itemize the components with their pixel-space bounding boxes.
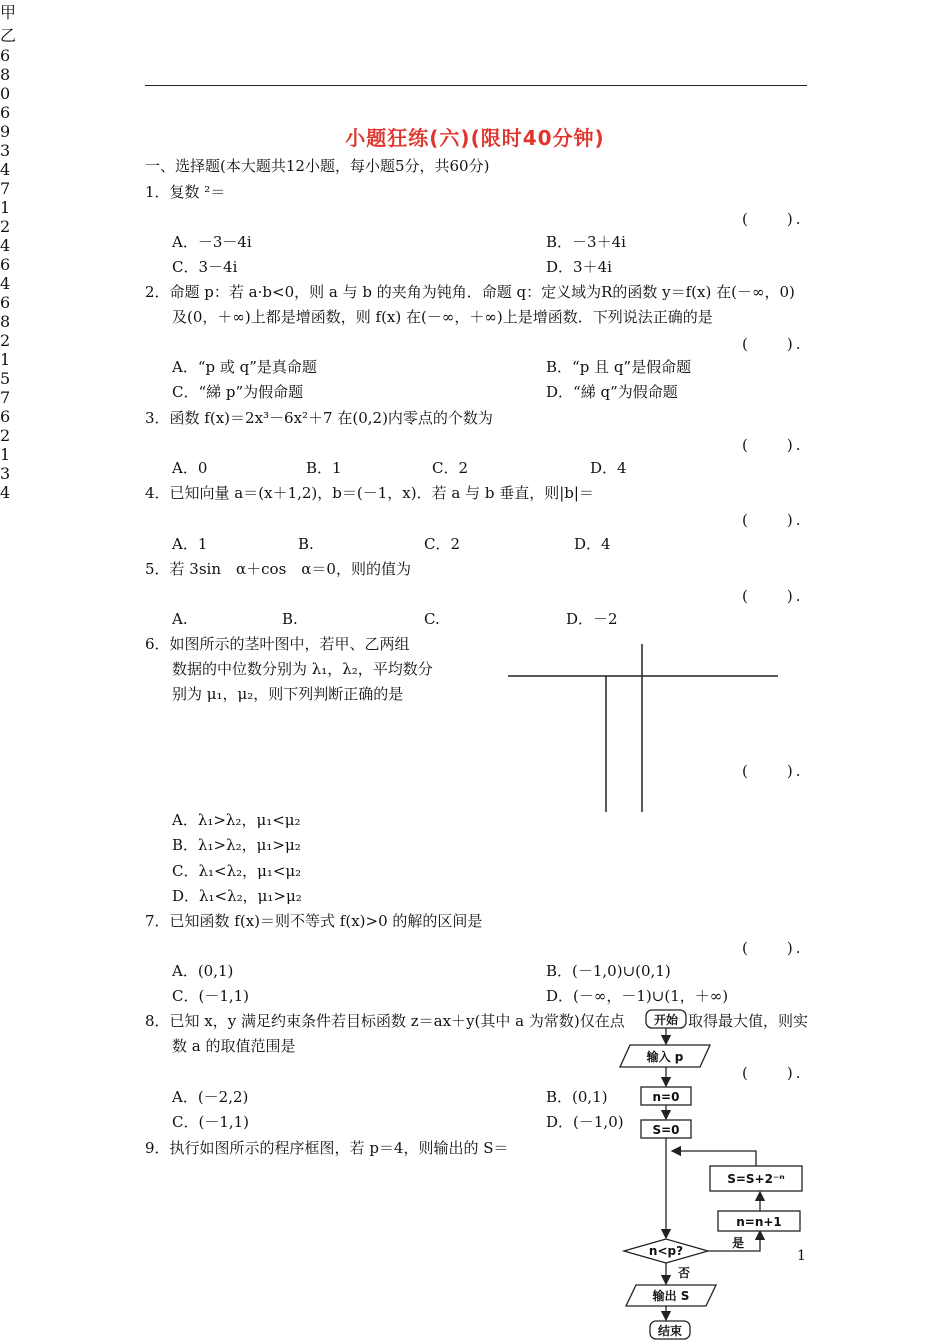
stem-leaf-leaf: 4	[0, 160, 11, 179]
q2-option-c: C．“綈 p”为假命题	[172, 383, 304, 401]
stem-leaf-leaf: 8	[0, 312, 11, 331]
q1-option-b: B．－3＋4i	[546, 233, 626, 251]
q5-stem: 5．若 3sin α＋cos α＝0，则的值为	[145, 560, 411, 578]
q1-option-c: C．3－4i	[172, 258, 238, 276]
q8-option-d: D．(－1,0)	[546, 1113, 624, 1131]
q8-option-b: B．(0,1)	[546, 1088, 608, 1106]
q8-blank: ( ).	[742, 1064, 804, 1082]
q1-blank: ( ).	[742, 210, 804, 228]
q3-option-c: C．2	[432, 459, 469, 477]
stem-leaf-leaf: 7	[0, 179, 11, 198]
q6-stem-line3: 别为 μ₁，μ₂，则下列判断正确的是	[172, 685, 404, 703]
q8-stem-line1-end: 取得最大值，则实	[688, 1012, 809, 1030]
flowchart-s-init-label: S=0	[652, 1123, 680, 1137]
q3-blank: ( ).	[742, 436, 804, 454]
section-heading: 一、选择题(本大题共12小题，每小题5分，共60分)	[145, 157, 490, 175]
stem-leaf-leaf: 3	[0, 141, 11, 160]
stem-leaf-leaf: 1	[0, 350, 11, 369]
q6-option-a: A．λ₁>λ₂，μ₁<μ₂	[172, 811, 301, 829]
flowchart-update-n-label: n=n+1	[736, 1215, 782, 1229]
q3-option-d: D．4	[590, 459, 627, 477]
q1-option-a: A．－3－4i	[172, 233, 252, 251]
q4-option-a: A．1	[172, 535, 208, 553]
q3-option-a: A．0	[172, 459, 208, 477]
q4-option-d: D．4	[574, 535, 611, 553]
q9-stem: 9．执行如图所示的程序框图，若 p＝4，则输出的 S＝	[145, 1139, 509, 1157]
flowchart-condition-label: n<p?	[648, 1244, 684, 1258]
stem-leaf-head-right: 乙	[0, 26, 17, 45]
q4-option-b: B.	[298, 535, 314, 553]
stem-leaf-stem: 0	[0, 84, 11, 103]
flowchart-no-label: 否	[678, 1266, 691, 1280]
q2-option-b: B．“p 且 q”是假命题	[546, 358, 692, 376]
q8-stem-line1: 8．已知 x，y 满足约束条件若目标函数 z＝ax＋y(其中 a 为常数)仅在点	[145, 1012, 625, 1030]
q7-option-b: B．(－1,0)∪(0,1)	[546, 962, 671, 980]
q5-option-c: C.	[424, 610, 440, 628]
stem-leaf-leaf: 4	[0, 236, 11, 255]
q5-option-a: A.	[172, 610, 188, 628]
stem-leaf-leaf: 4	[0, 274, 11, 293]
q8-option-c: C．(－1,1)	[172, 1113, 250, 1131]
stem-leaf-leaf: 8	[0, 65, 11, 84]
q5-option-b: B.	[282, 610, 298, 628]
q7-blank: ( ).	[742, 939, 804, 957]
q7-option-a: A．(0,1)	[172, 962, 234, 980]
page-number: 1	[797, 1248, 806, 1264]
flowchart-start-label: 开始	[653, 1013, 679, 1027]
stem-leaf-leaf: 6	[0, 407, 11, 426]
q5-blank: ( ).	[742, 587, 804, 605]
stem-leaf-leaf: 9	[0, 122, 11, 141]
q8-stem-line2: 数 a 的取值范围是	[172, 1037, 296, 1055]
flowchart-end-label: 结束	[657, 1324, 683, 1338]
q1-option-d: D．3＋4i	[546, 258, 612, 276]
stem-leaf-leaf: 4	[0, 483, 11, 502]
stem-leaf-stem: 2	[0, 331, 11, 350]
stem-leaf-stem: 1	[0, 198, 11, 217]
stem-leaf-leaf: 6	[0, 103, 11, 122]
q2-option-d: D．“綈 q”为假命题	[546, 383, 678, 401]
q7-option-c: C．(－1,1)	[172, 987, 250, 1005]
stem-leaf-leaf: 2	[0, 426, 11, 445]
flowchart-update-s-label: S=S+2⁻ⁿ	[727, 1172, 785, 1186]
q3-option-b: B．1	[306, 459, 342, 477]
flowchart-output-label: 输出 S	[652, 1289, 690, 1303]
q2-option-a: A．“p 或 q”是真命题	[172, 358, 317, 376]
q2-blank: ( ).	[742, 335, 804, 353]
q6-blank: ( ).	[742, 762, 804, 780]
stem-leaf-leaf: 6	[0, 255, 11, 274]
q6-stem-line1: 6．如图所示的茎叶图中，若甲、乙两组	[145, 635, 410, 653]
q6-option-b: B．λ₁>λ₂，μ₁>μ₂	[172, 836, 301, 854]
stem-leaf-leaf: 1	[0, 445, 11, 464]
q6-option-d: D．λ₁<λ₂，μ₁>μ₂	[172, 887, 302, 905]
q4-blank: ( ).	[742, 511, 804, 529]
stem-leaf-leaf: 2	[0, 217, 11, 236]
flowchart-n-init-label: n=0	[652, 1090, 680, 1104]
q3-stem: 3．函数 f(x)＝2x³－6x²＋7 在(0,2)内零点的个数为	[145, 409, 493, 427]
stem-leaf-leaf: 7	[0, 388, 11, 407]
page-title: 小题狂练(六)(限时40分钟)	[345, 126, 605, 150]
q6-stem-line2: 数据的中位数分别为 λ₁，λ₂，平均数分	[172, 660, 433, 678]
q4-option-c: C．2	[424, 535, 461, 553]
q5-option-d: D．－2	[566, 610, 618, 628]
q1-stem: 1．复数 ²＝	[145, 183, 226, 201]
stem-leaf-leaf: 5	[0, 369, 11, 388]
q4-stem: 4．已知向量 a＝(x＋1,2)，b＝(－1，x)．若 a 与 b 垂直，则|b|＝	[145, 484, 594, 502]
stem-leaf-stem: 3	[0, 464, 11, 483]
stem-leaf-head-left: 甲	[0, 3, 17, 22]
q7-stem: 7．已知函数 f(x)＝则不等式 f(x)>0 的解的区间是	[145, 912, 483, 930]
q7-option-d: D．(－∞，－1)∪(1，＋∞)	[546, 987, 729, 1005]
stem-leaf-leaf: 6	[0, 46, 11, 65]
q2-stem-line2: 及(0，＋∞)上都是增函数，则 f(x) 在(－∞，＋∞)上是增函数．下列说法正确的是	[172, 308, 713, 326]
flowchart-yes-label: 是	[732, 1236, 745, 1250]
q6-option-c: C．λ₁<λ₂，μ₁<μ₂	[172, 862, 302, 880]
q2-stem-line1: 2．命题 p：若 a·b<0，则 a 与 b 的夹角为钝角．命题 q：定义域为R的函数 y＝f(x) 在(－∞，0)	[145, 283, 795, 301]
q8-option-a: A．(－2,2)	[172, 1088, 249, 1106]
stem-leaf-leaf: 6	[0, 293, 11, 312]
flowchart-input-label: 输入 p	[646, 1050, 684, 1064]
